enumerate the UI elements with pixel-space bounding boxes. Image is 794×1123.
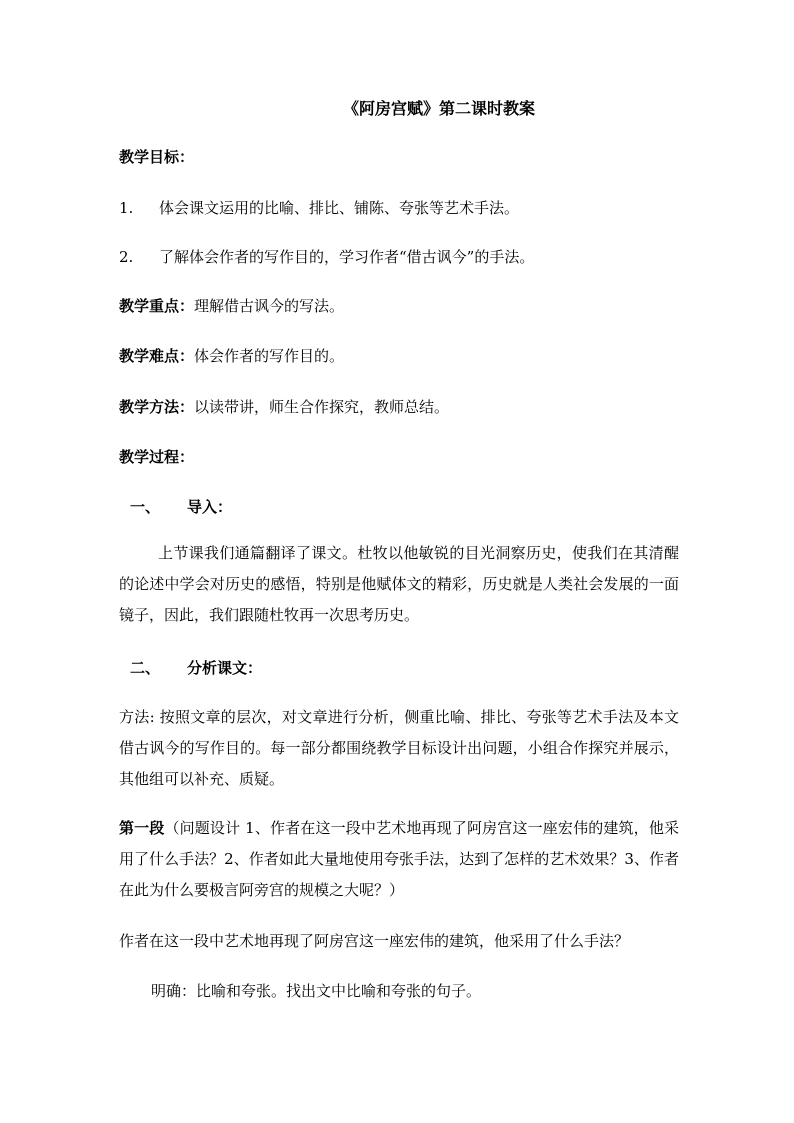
intro-paragraph: 上节课我们通篇翻译了课文。杜牧以他敏锐的目光洞察历史，使我们在其清醒的论述中学会对历史的感悟，特别是他赋体文的精彩，历史就是人类社会发展的一面镜子，因此，我们跟随杜牧再一次思考历史。 — [119, 544, 679, 624]
section-1-number: 一、 — [130, 498, 161, 516]
difficulty-text: 体会作者的写作目的。 — [194, 347, 345, 365]
objective-item-1 — [119, 197, 519, 219]
key-point-label: 教学重点： — [119, 297, 195, 315]
section-2-heading — [130, 657, 262, 679]
objective-text: 体会课文运用的比喻、排比、铺陈、夸张等艺术手法。 — [159, 199, 520, 217]
paragraph-1-block — [119, 813, 679, 906]
section-1-title: 导入： — [187, 498, 233, 516]
section-1-heading — [130, 496, 232, 518]
section-2-title: 分析课文： — [187, 659, 263, 677]
difficulty-line — [119, 345, 344, 367]
objective-number: 1. — [119, 199, 134, 217]
key-point-text: 理解借古讽今的写法。 — [194, 297, 345, 315]
objectives-heading: 教学目标： — [119, 148, 195, 166]
paragraph-1-questions: （问题设计 1、作者在这一段中艺术地再现了阿房宫这一座宏伟的建筑，他采用了什么手法？2、作者如此大量地使用夸张手法，达到了怎样的艺术效果？3、作者在此为什么要极言阿旁宫的规模之大呢？） — [119, 819, 679, 899]
document-title: 《阿房宫赋》第二课时教案 — [343, 99, 536, 118]
process-heading: 教学过程： — [119, 448, 195, 466]
method-label: 教学方法： — [119, 398, 195, 416]
objective-number: 2. — [119, 248, 134, 266]
method-line — [119, 396, 449, 418]
objective-text: 了解体会作者的写作目的，学习作者“借古讽今”的手法。 — [159, 248, 535, 266]
paragraph-1-label: 第一段 — [119, 819, 165, 837]
answer-1: 明确：比喻和夸张。找出文中比喻和夸张的句子。 — [151, 982, 482, 1000]
difficulty-label: 教学难点： — [119, 347, 195, 365]
section-2-number: 二、 — [130, 659, 161, 677]
question-1: 作者在这一段中艺术地再现了阿房宫这一座宏伟的建筑，他采用了什么手法？ — [119, 932, 630, 950]
key-point-line — [119, 295, 344, 317]
objective-item-2 — [119, 246, 534, 268]
method-paragraph: 方法: 按照文章的层次，对文章进行分析，侧重比喻、排比、夸张等艺术手法及本文借古讽今的写作目的。每一部分都围绕教学目标设计出问题，小组合作探究并展示，其他组可以补充、质疑。 — [119, 708, 679, 788]
method-text: 以读带讲，师生合作探究，教师总结。 — [194, 398, 450, 416]
